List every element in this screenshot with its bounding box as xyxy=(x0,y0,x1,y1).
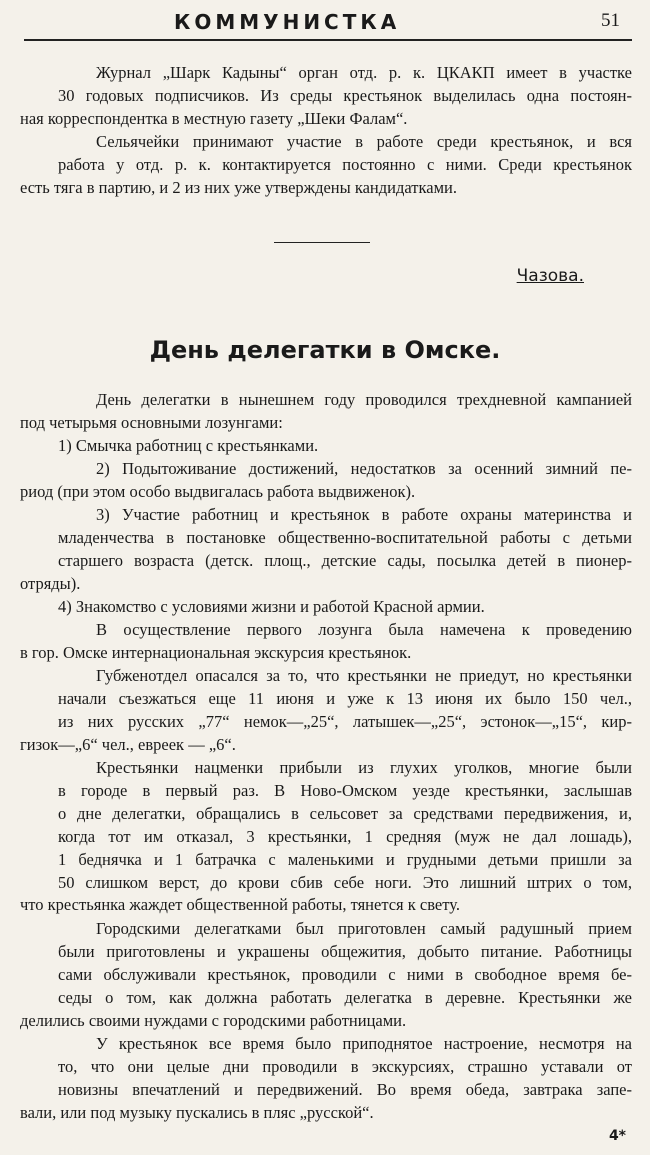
text-line: 3) Участие работниц и крестьянок в работе охраны материнства и xyxy=(96,505,632,524)
text-line: 50 слишком верст, до крови сбив себе ноги. Это лишний штрих о том, xyxy=(58,872,632,892)
text-line: Губженотдел опасался за то, что крестьянки не приедут, но крестьянки xyxy=(96,666,632,685)
article-paragraph-6 xyxy=(20,619,632,665)
journal-title: КОММУНИСТКА xyxy=(174,10,401,34)
text-line: сами обслуживали крестьянок, проводили с ними в свободное время бе- xyxy=(58,964,632,984)
text-line: были приготовлены и украшены общежития, добыто питание. Работницы xyxy=(58,941,632,961)
text-line: что крестьянка жаждет общественной работы, тянется к свету. xyxy=(20,895,460,915)
text-line: Городскими делегатками был приготовлен самый радушный прием xyxy=(96,919,632,938)
text-line: начали съезжаться еще 11 июня и уже к 13 июня их было 150 чел., xyxy=(58,688,632,708)
article-paragraph-2 xyxy=(20,435,632,458)
article-paragraph-5 xyxy=(20,596,632,619)
page-number: 51 xyxy=(601,10,620,31)
article-paragraph-9 xyxy=(20,918,632,1033)
text-line: Крестьянки нацменки прибыли из глухих уголков, многие были xyxy=(96,758,632,777)
text-line: Сельячейки принимают участие в работе среди крестьянок, и вся xyxy=(96,132,632,151)
text-line: гизок—„6“ чел., евреек — „6“. xyxy=(20,734,236,754)
text-line: 30 годовых подписчиков. Из среды крестьянок выделилась одна постоян- xyxy=(58,85,632,105)
intro-paragraph-2 xyxy=(20,131,632,200)
text-line: в гор. Омске интернациональная экскурсия крестьянок. xyxy=(20,642,412,662)
text-line: новизны впечатлений и передвижений. Во время обеда, завтрака запе- xyxy=(58,1079,632,1099)
text-line: младенчества в постановке общественно-воспитательной работы с детьми xyxy=(58,527,632,547)
text-line: День делегатки в нынешнем году проводился трехдневной кампанией xyxy=(96,390,632,409)
text-line: под четырьмя основными лозунгами: xyxy=(20,412,283,432)
text-line: 2) Подытоживание достижений, недостатков за осенний зимний пе- xyxy=(96,459,632,478)
text-line: В осуществление первого лозунга была намечена к проведению xyxy=(96,620,632,639)
text-line: когда тот им отказал, 3 крестьянки, 1 средняя (муж не дал лошадь), xyxy=(58,826,632,846)
article-paragraph-1 xyxy=(20,389,632,435)
author-signature: Чазова. xyxy=(516,266,584,286)
text-line: старшего возраста (детск. площ., детские сады, посылка детей в пионер- xyxy=(58,550,632,570)
text-line: то, что они целые дни проводили в экскурсиях, страшно уставали от xyxy=(58,1056,632,1076)
text-line: о дне делегатки, обращались в сельсовет за средствами передвижения, и, xyxy=(58,803,632,823)
text-line: ная корреспондентка в местную газету „Шеки Фалам“. xyxy=(20,108,408,128)
text-line: 1) Смычка работниц с крестьянками. xyxy=(58,436,319,455)
text-line: есть тяга в партию, и 2 из них уже утверждены кандидатками. xyxy=(20,177,457,197)
header-rule xyxy=(24,39,632,41)
text-line: Журнал „Шарк Кадыны“ орган отд. р. к. ЦКАКП имеет в участке xyxy=(96,63,632,82)
section-divider xyxy=(274,242,370,243)
intro-paragraph-1 xyxy=(20,62,632,131)
text-line: риод (при этом особо выдвигалась работа выдвиженок). xyxy=(20,481,416,501)
text-line: 1 беднячка и 1 батрачка с маленькими и грудными детьми пришли за xyxy=(58,849,632,869)
page-header xyxy=(24,4,632,40)
article-paragraph-4 xyxy=(20,504,632,596)
text-line: У крестьянок все время было приподнятое настроение, несмотря на xyxy=(96,1034,632,1053)
text-line: вали, или под музыку пускались в пляс „русской“. xyxy=(20,1102,374,1122)
text-line: работа у отд. р. к. контактируется постоянно с ними. Среди крестьянок xyxy=(58,154,632,174)
article-paragraph-10 xyxy=(20,1033,632,1125)
article-paragraph-7 xyxy=(20,665,632,757)
text-line: делились своими нуждами с городскими работницами. xyxy=(20,1010,407,1030)
article-title: День делегатки в Омске. xyxy=(149,336,501,364)
text-line: отряды). xyxy=(20,573,81,593)
article-paragraph-3 xyxy=(20,458,632,504)
text-line: 4) Знакомство с условиями жизни и работой Красной армии. xyxy=(58,597,485,616)
text-line: в городе в первый раз. В Ново-Омском уезде крестьянки, заслышав xyxy=(58,780,632,800)
text-line: из них русских „77“ немок—„25“, латышек—„25“, эстонок—„15“, кир- xyxy=(58,711,632,731)
article-paragraph-8 xyxy=(20,757,632,917)
signature-mark: 4* xyxy=(608,1128,626,1144)
text-line: седы о том, как должна работать делегатка в деревне. Крестьянки же xyxy=(58,987,632,1007)
